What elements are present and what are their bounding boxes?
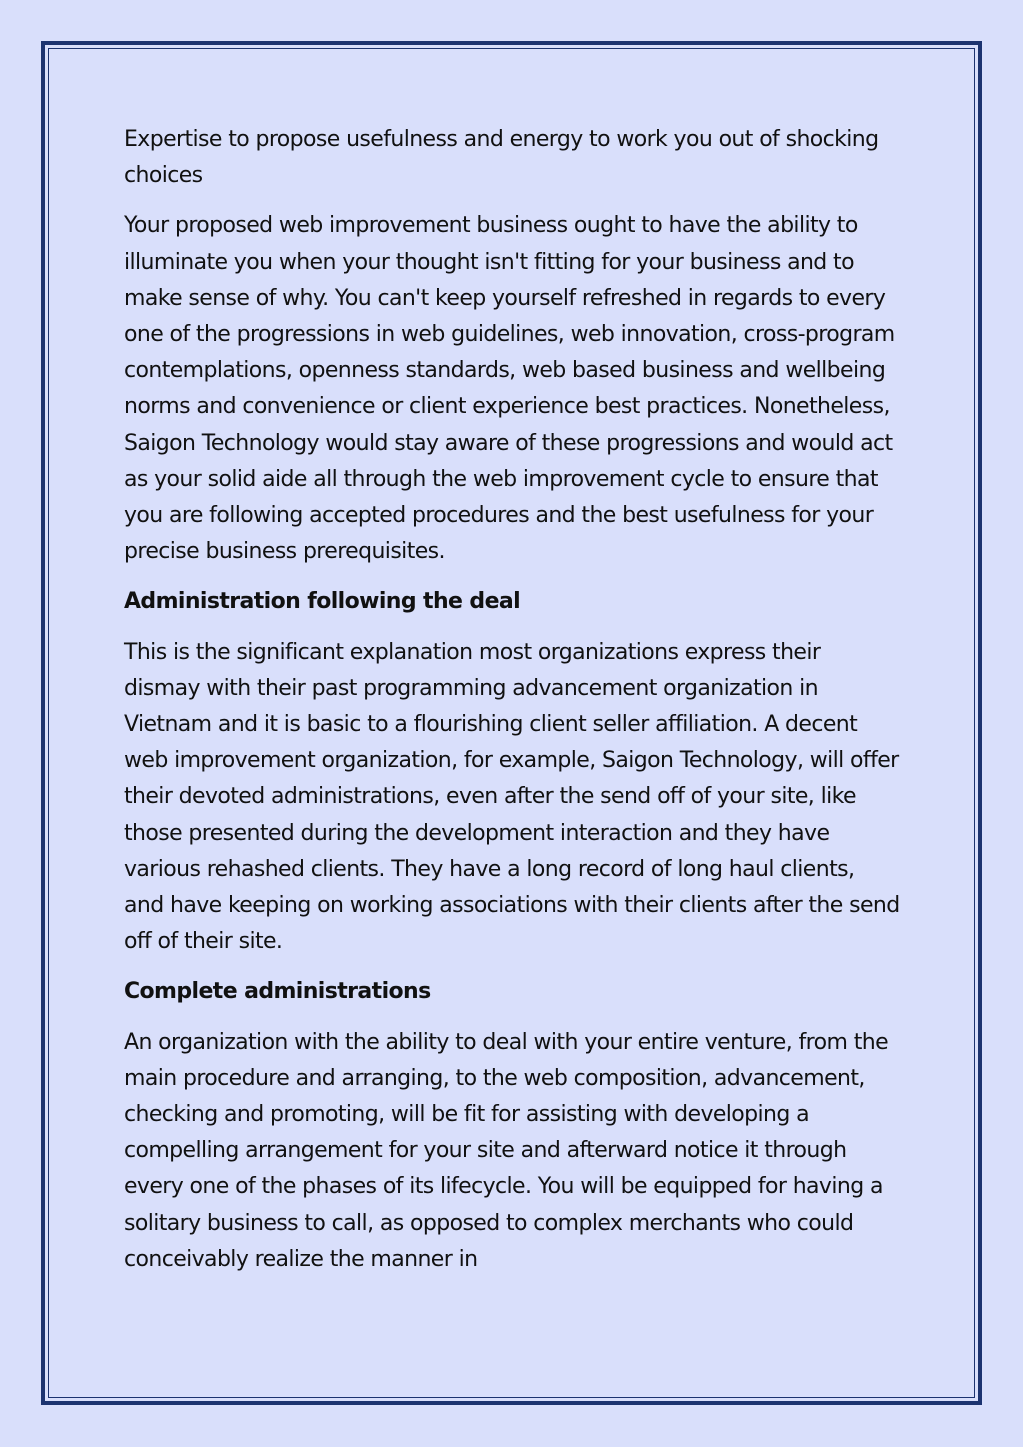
body-paragraph-expertise: Your proposed web improvement business ought to have the ability to illuminate you when your thought isn't fitting for your business and to make sense of why. You can't keep yourself refreshed in regards to every one of the progressions in web guidelines, web innovation, cross-program contemplations, openness standards, web based business and wellbeing norms and convenience or client experience best practices. Nonetheless, Saigon Technology would stay aware of these progressions and would act as your solid aide all through the web improvement cycle to ensure that you are following accepted procedures and the best usefulness for your precise business prerequisites. (124, 213, 895, 565)
intro-paragraph: Expertise to propose usefulness and energy to work you out of shocking choices (124, 127, 879, 189)
body-paragraph-administration: This is the significant explanation most organizations express their dismay with their past programming advancement organization in Vietnam and it is basic to a flourishing client seller affiliation. A decent web improvement organization, for example, Saigon Technology, will offer their devoted administrations, even after the send off of your site, like those presented during the development interaction and they have various rehashed clients. They have a long record of long haul clients, and have keeping on working associations with their clients after the send off of their site. (124, 639, 900, 955)
section-heading-administration: Administration following the deal (124, 589, 521, 615)
section-heading-complete: Complete administrations (124, 979, 431, 1005)
document-body (124, 122, 900, 1292)
body-paragraph-complete: An organization with the ability to deal with your entire venture, from the main procedure and arranging, to the web composition, advancement, checking and promoting, will be fit for assisting with developing a compelling arrangement for your site and afterward notice it through every one of the phases of its lifecycle. You will be equipped for having a solitary business to call, as opposed to complex merchants who could conceivably realize the manner in (124, 1029, 889, 1272)
